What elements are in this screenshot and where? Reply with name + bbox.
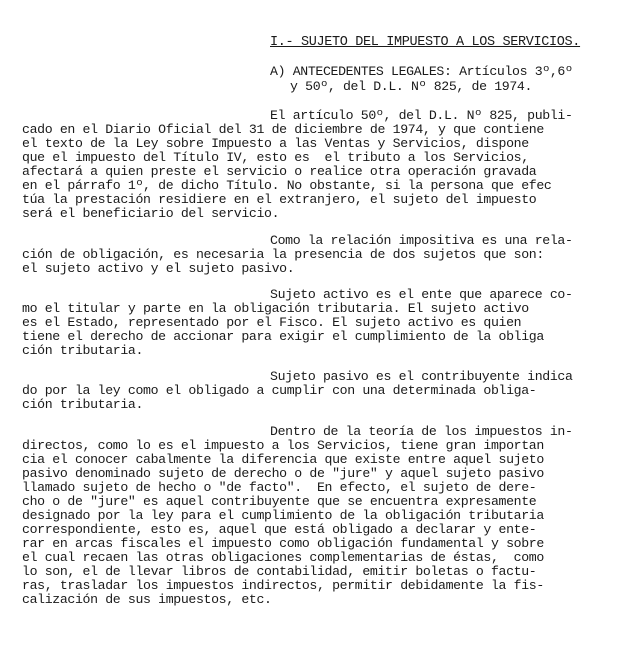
paragraph-line: túa la prestación residiere en el extranjero, el sujeto del impuesto — [22, 192, 537, 207]
paragraph-line: Sujeto activo es el ente que aparece co- — [270, 287, 573, 302]
paragraph-line: calización de sus impuestos, etc. — [22, 592, 272, 607]
paragraph-line: cia el conocer cabalmente la diferencia que existe entre aquel sujeto — [22, 452, 544, 467]
paragraph-line: mo el titular y parte en la obligación tributaria. El sujeto activo — [22, 301, 529, 316]
paragraph-line: ras, trasladar los impuestos indirectos, permitir debidamente la fis- — [22, 578, 544, 593]
section-title: I.- SUJETO DEL IMPUESTO A LOS SERVICIOS. — [270, 35, 581, 50]
paragraph-line: Como la relación impositiva es una rela- — [270, 233, 573, 248]
paragraph-line: designado por la ley para el cumplimiento de la obligación tributaria — [22, 508, 544, 523]
paragraph-line: ción tributaria. — [22, 343, 144, 358]
paragraph-line: rar en arcas fiscales el impuesto como obligación fundamental y sobre — [22, 536, 544, 551]
paragraph-line: lo son, el de llevar libros de contabilidad, emitir boletas o factu- — [22, 564, 537, 579]
paragraph-line: pasivo denominado sujeto de derecho o de "jure" y aquel sujeto pasivo — [22, 466, 544, 481]
paragraph-line: ción de obligación, es necesaria la presencia de dos sujetos que son: — [22, 247, 544, 262]
paragraph-line: Sujeto pasivo es el contribuyente indica — [270, 369, 573, 384]
paragraph-line: cado en el Diario Oficial del 31 de diciembre de 1974, y que contiene — [22, 122, 544, 137]
paragraph-line: correspondiente, esto es, aquel que está obligado a declarar y ente- — [22, 522, 537, 537]
paragraph-line: el cual recaen las otras obligaciones complementarias de éstas, como — [22, 550, 544, 565]
paragraph-line: Dentro de la teoría de los impuestos in- — [270, 424, 573, 439]
paragraph-line: que el impuesto del Título IV, esto es el tributo a los Servicios, — [22, 150, 529, 165]
paragraph-line: el sujeto activo y el sujeto pasivo. — [22, 261, 295, 276]
paragraph-line: do por la ley como el obligado a cumplir con una determinada obliga- — [22, 383, 537, 398]
paragraph-line: tiene el derecho de accionar para exigir el cumplimiento de la obliga — [22, 329, 544, 344]
subsection-heading-line: y 50º, del D.L. Nº 825, de 1974. — [290, 79, 533, 94]
paragraph-line: en el párrafo 1º, de dicho Título. No obstante, si la persona que efec — [22, 178, 552, 193]
paragraph-line: es el Estado, representado por el Fisco. El sujeto activo es quien — [22, 315, 522, 330]
paragraph-line: ción tributaria. — [22, 397, 144, 412]
paragraph-line: el texto de la Ley sobre Impuesto a las Ventas y Servicios, dispone — [22, 136, 529, 151]
paragraph-line: El artículo 50º, del D.L. Nº 825, publi- — [270, 108, 573, 123]
paragraph-line: cho o de "jure" es aquel contribuyente que se encuentra expresamente — [22, 494, 537, 509]
paragraph-line: afectará a quien preste el servicio o realice otra operación gravada — [22, 164, 537, 179]
paragraph-line: directos, como lo es el impuesto a los Servicios, tiene gran importan — [22, 438, 544, 453]
subsection-heading-line: A) ANTECEDENTES LEGALES: Artículos 3º,6º — [270, 64, 573, 79]
paragraph-line: será el beneficiario del servicio. — [22, 206, 280, 221]
paragraph-line: llamado sujeto de hecho o "de facto". En efecto, el sujeto de dere- — [22, 480, 537, 495]
